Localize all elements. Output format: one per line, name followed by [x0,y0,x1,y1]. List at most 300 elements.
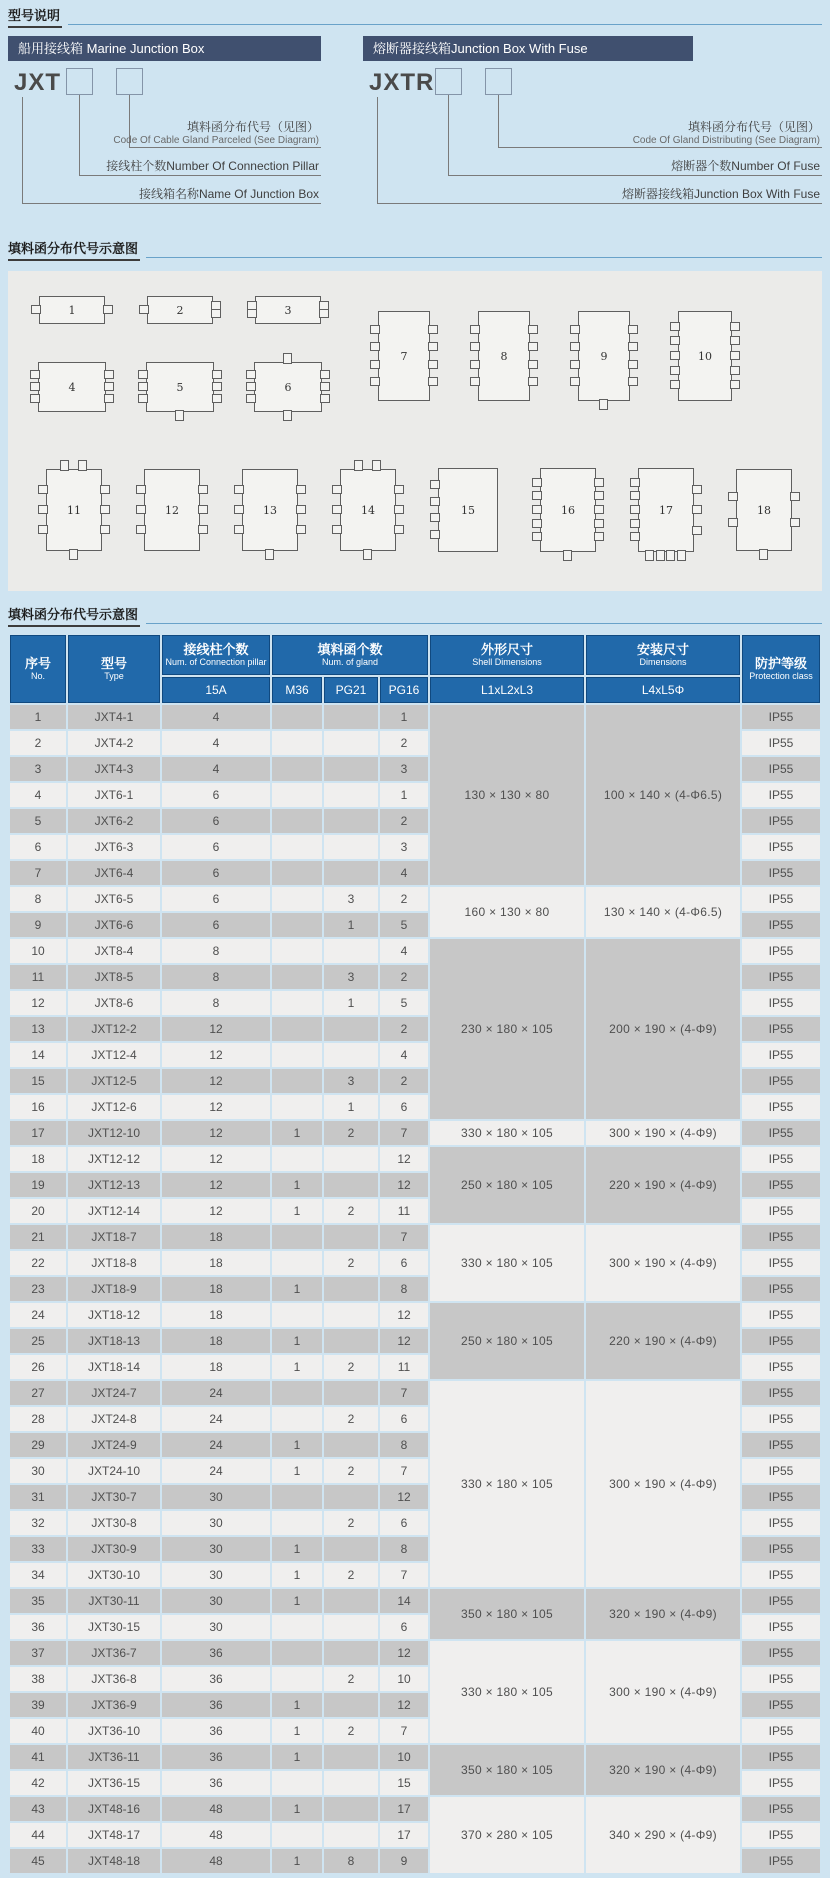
cell-pg16: 12 [380,1147,428,1171]
cell-type: JXT18-9 [68,1277,160,1301]
cell-pg21: 1 [324,913,378,937]
cell-m36 [272,757,322,781]
cell-pg21 [324,1745,378,1769]
cable-gland-tab [428,325,438,334]
cell-no: 42 [10,1771,66,1795]
cell-no: 35 [10,1589,66,1613]
cell-pg16: 8 [380,1537,428,1561]
cell-m36: 1 [272,1537,322,1561]
cable-gland-tab [470,377,480,386]
cell-mount-dimensions: 340 × 290 × (4-Φ9) [586,1797,740,1873]
cell-m36 [272,1095,322,1119]
cable-gland-tab [532,505,542,514]
cell-type: JXT4-1 [68,705,160,729]
cell-no: 24 [10,1303,66,1327]
marine-box-header-bar: 船用接线箱 Marine Junction Box [8,36,321,61]
cell-no: 2 [10,731,66,755]
cell-protection: IP55 [742,1433,820,1457]
cable-gland-tab [628,325,638,334]
cell-pg21: 2 [324,1719,378,1743]
cell-protection: IP55 [742,991,820,1015]
header-gland-group: 填料函个数 Num. of gland [272,635,428,675]
cell-pg21: 8 [324,1849,378,1873]
cell-mount-dimensions: 320 × 190 × (4-Φ9) [586,1745,740,1795]
cell-type: JXT4-2 [68,731,160,755]
label-box-name-text: 接线箱名称Name Of Junction Box [138,187,319,201]
cable-gland-tab [594,532,604,541]
cell-m36 [272,1667,322,1691]
cell-pg21: 2 [324,1251,378,1275]
cable-gland-tab [100,525,110,534]
cell-pg16: 6 [380,1251,428,1275]
cable-gland-tab [60,460,69,471]
cell-mount-dimensions: 300 × 190 × (4-Φ9) [586,1121,740,1145]
cell-type: JXT12-6 [68,1095,160,1119]
cell-m36 [272,1615,322,1639]
gland-layout-diagram-14 [340,469,396,551]
gland-layout-diagram-7 [378,311,430,401]
cell-pg16: 6 [380,1407,428,1431]
cell-pg16: 2 [380,887,428,911]
cell-15a: 8 [162,991,270,1015]
cell-m36: 1 [272,1563,322,1587]
cell-pg21 [324,1797,378,1821]
cell-15a: 18 [162,1329,270,1353]
cell-15a: 30 [162,1537,270,1561]
cell-pg16: 12 [380,1329,428,1353]
cell-protection: IP55 [742,1407,820,1431]
cell-protection: IP55 [742,1225,820,1249]
cable-gland-tab [630,478,640,487]
diagram-number: 17 [659,503,673,517]
header-pillar-group: 接线柱个数 Num. of Connection pillar [162,635,270,675]
cell-mount-dimensions: 320 × 190 × (4-Φ9) [586,1589,740,1639]
cell-15a: 36 [162,1771,270,1795]
diagram-number: 12 [165,503,179,517]
cell-15a: 6 [162,835,270,859]
header-l4l5: L4xL5Φ [586,677,740,703]
cell-pg21 [324,1043,378,1067]
cell-type: JXT6-4 [68,861,160,885]
cell-protection: IP55 [742,757,820,781]
cable-gland-tab [332,525,342,534]
cell-pg21 [324,835,378,859]
cell-pg16: 7 [380,1225,428,1249]
cable-gland-tab [470,360,480,369]
fuse-box-header-bar: 熔断器接线箱Junction Box With Fuse [363,36,693,61]
cell-pg16: 12 [380,1693,428,1717]
gland-layout-diagram-11 [46,469,102,551]
cell-protection: IP55 [742,1563,820,1587]
cable-gland-tab [528,325,538,334]
cell-protection: IP55 [742,1771,820,1795]
cell-type: JXT8-4 [68,939,160,963]
gland-layout-diagram-5 [146,362,214,412]
cell-type: JXT6-6 [68,913,160,937]
cell-protection: IP55 [742,1381,820,1405]
diagram-number: 14 [361,503,375,517]
cable-gland-tab [265,549,274,560]
diagram-number: 10 [698,349,712,363]
cell-15a: 30 [162,1615,270,1639]
cable-gland-tab [430,480,440,489]
cable-gland-tab [730,322,740,331]
diagram-row-1 [18,277,812,435]
cell-pg16: 7 [380,1719,428,1743]
cell-pg16: 17 [380,1823,428,1847]
cell-no: 43 [10,1797,66,1821]
cable-gland-tab [570,377,580,386]
cable-gland-tab [370,360,380,369]
cell-15a: 6 [162,861,270,885]
cell-protection: IP55 [742,1199,820,1223]
cell-no: 4 [10,783,66,807]
cable-gland-tab [138,370,148,379]
cell-shell-dimensions: 370 × 280 × 105 [430,1797,584,1873]
cell-pg21 [324,1173,378,1197]
cell-pg16: 12 [380,1173,428,1197]
cell-pg21 [324,939,378,963]
cable-gland-tab [319,301,329,310]
cell-15a: 24 [162,1459,270,1483]
cell-m36 [272,1823,322,1847]
cell-m36 [272,731,322,755]
cell-shell-dimensions: 330 × 180 × 105 [430,1225,584,1301]
cell-type: JXT30-10 [68,1563,160,1587]
cell-15a: 6 [162,809,270,833]
cable-gland-tab [30,382,40,391]
cell-15a: 24 [162,1433,270,1457]
cell-pg21: 2 [324,1511,378,1535]
cell-protection: IP55 [742,1589,820,1613]
cable-gland-tab [692,505,702,514]
cable-gland-tab [790,518,800,527]
cell-protection: IP55 [742,939,820,963]
diagram-number: 9 [600,349,608,363]
cable-gland-tab [428,360,438,369]
gland-layout-diagram-13 [242,469,298,551]
diagram-number: 11 [67,503,81,517]
cell-pg16: 1 [380,783,428,807]
cable-gland-tab [470,342,480,351]
cable-gland-tab [175,410,184,421]
cell-type: JXT6-3 [68,835,160,859]
cell-protection: IP55 [742,1277,820,1301]
cable-gland-tab [394,505,404,514]
cell-protection: IP55 [742,1745,820,1769]
cell-pg21 [324,809,378,833]
cell-protection: IP55 [742,731,820,755]
cell-no: 37 [10,1641,66,1665]
diagram-number: 18 [757,503,771,517]
header-15a: 15A [162,677,270,703]
diagram-number: 6 [284,380,292,394]
cell-no: 19 [10,1173,66,1197]
model-code-area [8,36,822,227]
cable-gland-tab [528,342,538,351]
cell-no: 25 [10,1329,66,1353]
cell-no: 20 [10,1199,66,1223]
table-row [10,1381,820,1405]
cable-gland-tab [104,370,114,379]
cable-gland-tab [211,301,221,310]
cell-m36 [272,861,322,885]
cell-protection: IP55 [742,1511,820,1535]
cell-no: 18 [10,1147,66,1171]
cell-m36 [272,939,322,963]
cable-gland-tab [692,485,702,494]
cell-m36: 1 [272,1199,322,1223]
cell-type: JXT6-1 [68,783,160,807]
section-model-description [8,8,822,28]
cable-gland-tab [320,394,330,403]
cable-gland-tab [532,491,542,500]
section-gland-diagram [8,241,822,261]
label-fuse-box-name [377,97,822,204]
cable-gland-tab [428,342,438,351]
cell-m36: 1 [272,1173,322,1197]
cell-protection: IP55 [742,1797,820,1821]
header-mount-group: 安装尺寸 Dimensions [586,635,740,675]
cell-protection: IP55 [742,835,820,859]
label-fuse-box-name-text: 熔断器接线箱Junction Box With Fuse [621,187,820,201]
cell-pg16: 4 [380,1043,428,1067]
cell-type: JXT30-9 [68,1537,160,1561]
cable-gland-tab [759,549,768,560]
cell-pg16: 8 [380,1277,428,1301]
cell-15a: 6 [162,887,270,911]
cell-protection: IP55 [742,783,820,807]
cell-type: JXT12-5 [68,1069,160,1093]
cell-pg16: 3 [380,835,428,859]
cell-15a: 36 [162,1719,270,1743]
cell-m36 [272,1225,322,1249]
cell-15a: 18 [162,1225,270,1249]
cell-mount-dimensions: 130 × 140 × (4-Φ6.5) [586,887,740,937]
cell-pg21 [324,1017,378,1041]
table-row [10,1641,820,1665]
cable-gland-tab [234,485,244,494]
cell-pg16: 3 [380,757,428,781]
cell-pg21: 2 [324,1459,378,1483]
cell-type: JXT18-12 [68,1303,160,1327]
cable-gland-tab [136,485,146,494]
section-rule [68,24,822,25]
cell-m36 [272,913,322,937]
cable-gland-tab [296,505,306,514]
cell-15a: 18 [162,1251,270,1275]
cell-no: 3 [10,757,66,781]
cable-gland-tab [570,325,580,334]
label-gland-code-zh: 填料函分布代号（见图） [186,120,319,134]
cable-gland-tab [666,550,675,561]
cell-no: 32 [10,1511,66,1535]
cable-gland-tab [104,382,114,391]
cable-gland-tab [630,532,640,541]
cell-no: 1 [10,705,66,729]
cell-m36: 1 [272,1277,322,1301]
cable-gland-tab [728,518,738,527]
cell-15a: 12 [162,1043,270,1067]
cell-type: JXT24-7 [68,1381,160,1405]
cable-gland-tab [136,525,146,534]
cell-pg21 [324,757,378,781]
cable-gland-tab [570,360,580,369]
cell-type: JXT24-10 [68,1459,160,1483]
cell-pg21 [324,1485,378,1509]
cell-type: JXT8-6 [68,991,160,1015]
cell-no: 44 [10,1823,66,1847]
cable-gland-tab [730,380,740,389]
cell-pg21 [324,1329,378,1353]
cell-m36: 1 [272,1745,322,1769]
diagram-group-7-10 [344,277,732,435]
section-title: 填料函分布代号示意图 [8,238,140,261]
cell-pg16: 7 [380,1563,428,1587]
gland-layout-diagram-8 [478,311,530,401]
gland-layout-diagram-9 [578,311,630,401]
gland-layout-diagram-4 [38,362,106,412]
cell-15a: 4 [162,705,270,729]
cell-15a: 12 [162,1095,270,1119]
diagram-number: 5 [176,380,184,394]
gland-layout-diagram-12 [144,469,200,551]
cell-pg21 [324,1771,378,1795]
cell-m36 [272,1147,322,1171]
cell-no: 9 [10,913,66,937]
cable-gland-tab [320,382,330,391]
cell-15a: 8 [162,965,270,989]
cell-pg21 [324,1147,378,1171]
cell-15a: 36 [162,1641,270,1665]
cable-gland-tab [628,342,638,351]
code-digit-box-2 [116,68,143,95]
cell-type: JXT8-5 [68,965,160,989]
cell-pg16: 7 [380,1121,428,1145]
cable-gland-tab [211,309,221,318]
marine-junction-box-block [8,36,321,227]
cell-type: JXT48-18 [68,1849,160,1873]
cell-no: 11 [10,965,66,989]
cell-no: 17 [10,1121,66,1145]
cell-no: 40 [10,1719,66,1743]
cable-gland-tab [138,394,148,403]
section-spec-table [8,607,822,627]
cell-15a: 30 [162,1485,270,1509]
cell-no: 33 [10,1537,66,1561]
cell-mount-dimensions: 200 × 190 × (4-Φ9) [586,939,740,1119]
cell-pg16: 10 [380,1667,428,1691]
gland-diagram-panel [8,271,822,591]
cell-no: 31 [10,1485,66,1509]
cable-gland-tab [31,305,41,314]
cable-gland-tab [594,491,604,500]
cell-pg16: 5 [380,913,428,937]
table-row [10,1589,820,1613]
cell-type: JXT18-8 [68,1251,160,1275]
cable-gland-tab [246,382,256,391]
cable-gland-tab [730,366,740,375]
cell-protection: IP55 [742,1537,820,1561]
cell-protection: IP55 [742,1173,820,1197]
label-gland-code-en: Code Of Gland Distributing (See Diagram) [632,135,820,146]
cable-gland-tab [677,550,686,561]
cell-type: JXT18-14 [68,1355,160,1379]
cable-gland-tab [599,399,608,410]
cable-gland-tab [372,460,381,471]
cable-gland-tab [247,301,257,310]
cable-gland-tab [246,370,256,379]
cable-gland-tab [594,519,604,528]
cell-shell-dimensions: 330 × 180 × 105 [430,1641,584,1743]
cell-pg21: 2 [324,1667,378,1691]
cell-pg21 [324,1537,378,1561]
cable-gland-tab [370,325,380,334]
cell-pg21 [324,1615,378,1639]
cell-pg21 [324,1641,378,1665]
cell-pg16: 12 [380,1485,428,1509]
cell-no: 27 [10,1381,66,1405]
cell-m36 [272,1069,322,1093]
cell-no: 12 [10,991,66,1015]
cable-gland-tab [100,485,110,494]
cable-gland-tab [645,550,654,561]
cell-protection: IP55 [742,1017,820,1041]
cable-gland-tab [630,491,640,500]
cable-gland-tab [198,485,208,494]
cell-pg16: 9 [380,1849,428,1873]
cell-m36 [272,1485,322,1509]
cell-no: 8 [10,887,66,911]
table-row [10,887,820,911]
cell-15a: 18 [162,1355,270,1379]
cell-15a: 12 [162,1173,270,1197]
cell-15a: 24 [162,1407,270,1431]
cell-shell-dimensions: 250 × 180 × 105 [430,1147,584,1223]
table-row [10,1303,820,1327]
cable-gland-tab [670,336,680,345]
header-protection: 防护等级 Protection class [742,635,820,703]
cell-no: 38 [10,1667,66,1691]
cell-pg16: 2 [380,965,428,989]
model-prefix-jxt: JXT [14,69,62,96]
cell-pg16: 11 [380,1355,428,1379]
cable-gland-tab [728,492,738,501]
cable-gland-tab [394,525,404,534]
cable-gland-tab [234,525,244,534]
cell-shell-dimensions: 350 × 180 × 105 [430,1745,584,1795]
cell-type: JXT36-9 [68,1693,160,1717]
cell-protection: IP55 [742,1823,820,1847]
cell-m36 [272,965,322,989]
header-pg16: PG16 [380,677,428,703]
cell-protection: IP55 [742,1329,820,1353]
cell-pg16: 11 [380,1199,428,1223]
cable-gland-tab [692,526,702,535]
cell-no: 45 [10,1849,66,1873]
cell-m36 [272,1641,322,1665]
table-row [10,1225,820,1249]
cell-type: JXT36-11 [68,1745,160,1769]
cell-no: 36 [10,1615,66,1639]
cable-gland-tab [430,497,440,506]
cell-15a: 18 [162,1303,270,1327]
cell-no: 41 [10,1745,66,1769]
cable-gland-tab [30,394,40,403]
cable-gland-tab [332,485,342,494]
cell-protection: IP55 [742,705,820,729]
cell-no: 30 [10,1459,66,1483]
